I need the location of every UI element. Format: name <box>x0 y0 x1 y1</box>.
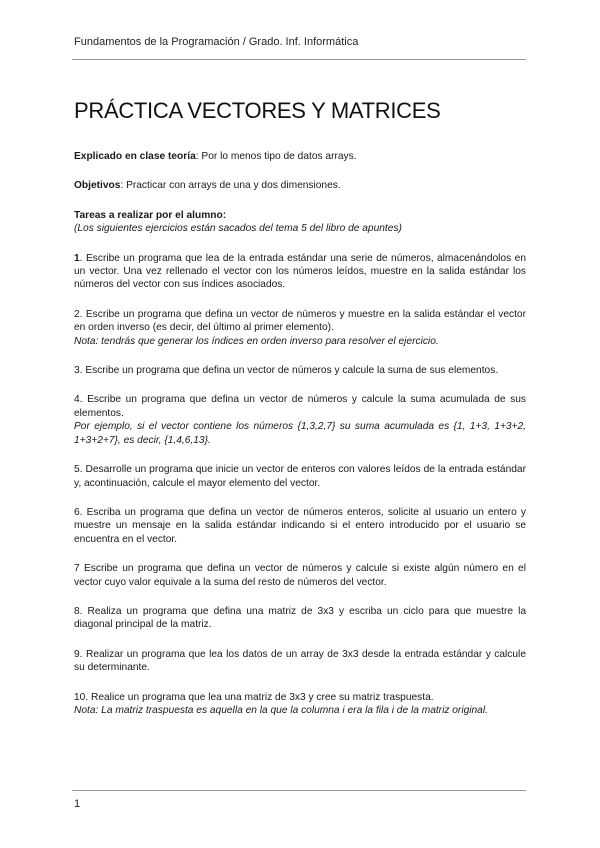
exercise-item <box>74 463 526 490</box>
document-body <box>74 150 526 717</box>
exercise-text: 3. Escribe un programa que defina un vector de números y calcule la suma de sus elementos. <box>74 365 499 377</box>
page-number: 1 <box>74 798 81 810</box>
explained-label: Explicado en clase teoría <box>74 151 196 162</box>
explained-text: : Por lo menos tipo de datos arrays. <box>195 151 357 162</box>
exercise-text: 5. Desarrolle un programa que inicie un vector de enteros con valores leídos de la entrada estándar y, acontinuación, calcule el mayor elemento del vector. <box>74 464 526 489</box>
objectives-label: Objetivos <box>74 180 121 192</box>
page-title: PRÁCTICA VECTORES Y MATRICES <box>74 98 441 123</box>
exercise-item <box>74 393 526 447</box>
exercise-item <box>74 506 526 546</box>
exercise-item <box>74 562 526 589</box>
exercise-note: Nota: tendrás que generar los índices en orden inverso para resolver el ejercicio. <box>74 335 439 347</box>
exercise-text: 4. Escribe un programa que defina un vector de números y calcule la suma acumulada de sus elementos. <box>74 394 526 419</box>
exercise-number: 1 <box>74 252 80 264</box>
exercise-item <box>74 364 526 377</box>
objectives-text: : Practicar con arrays de una y dos dimensiones. <box>120 180 341 192</box>
tasks-heading: Tareas a realizar por el alumno: <box>74 209 227 221</box>
exercise-item <box>74 648 526 675</box>
footer-divider <box>72 790 526 791</box>
exercise-item <box>74 691 526 718</box>
exercise-note: Nota: La matriz traspuesta es aquella en la que la columna i era la fila i de la matriz original. <box>74 704 488 716</box>
exercise-item <box>74 252 526 292</box>
explained-paragraph <box>74 150 526 163</box>
exercise-text: 9. Realizar un programa que lea los datos de un array de 3x3 desde la entrada estándar y calcule su determinante. <box>74 648 526 674</box>
document-header: Fundamentos de la Programación / Grado. Inf. Informática <box>74 36 359 48</box>
exercise-item <box>74 308 526 348</box>
exercise-text: 2. Escribe un programa que defina un vector de números y muestre en la salida estándar el vector en orden inverso (es decir, del último al primer elemento). <box>74 308 526 334</box>
exercise-text: 7 Escribe un programa que defina un vector de números y calcule si existe algún número en el vector cuyo valor equivale a la suma del resto de números del vector. <box>74 563 526 588</box>
exercise-text: 8. Realiza un programa que defina una matriz de 3x3 y escriba un ciclo para que muestre la diagonal principal de la matriz. <box>74 605 526 631</box>
exercise-text: . Escribe un programa que lea de la entrada estándar una serie de números, almacenándolos en un vector. Una vez rellenado el vector con los números leídos, muestre en la salida estándar los números del vector con sus índices asociados. <box>74 252 526 291</box>
tasks-note: (Los siguientes ejercicios están sacados del tema 5 del libro de apuntes) <box>74 223 402 235</box>
exercise-text: 6. Escriba un programa que defina un vector de números enteros, solicite al usuario un entero y muestre un mensaje en la salida estándar indicando si el entero introducido por el usuario se encuentra en el vector. <box>74 506 526 545</box>
exercise-note: Por ejemplo, si el vector contiene los números {1,3,2,7} su suma acumulada es {1, 1+3, 1+3+2, 1+3+2+7}, es decir, {1,4,6,13}. <box>74 421 526 446</box>
exercise-item <box>74 605 526 632</box>
header-divider <box>72 59 526 60</box>
exercise-text: 10. Realice un programa que lea una matriz de 3x3 y cree su matriz traspuesta. <box>74 691 434 703</box>
objectives-paragraph <box>74 179 526 192</box>
